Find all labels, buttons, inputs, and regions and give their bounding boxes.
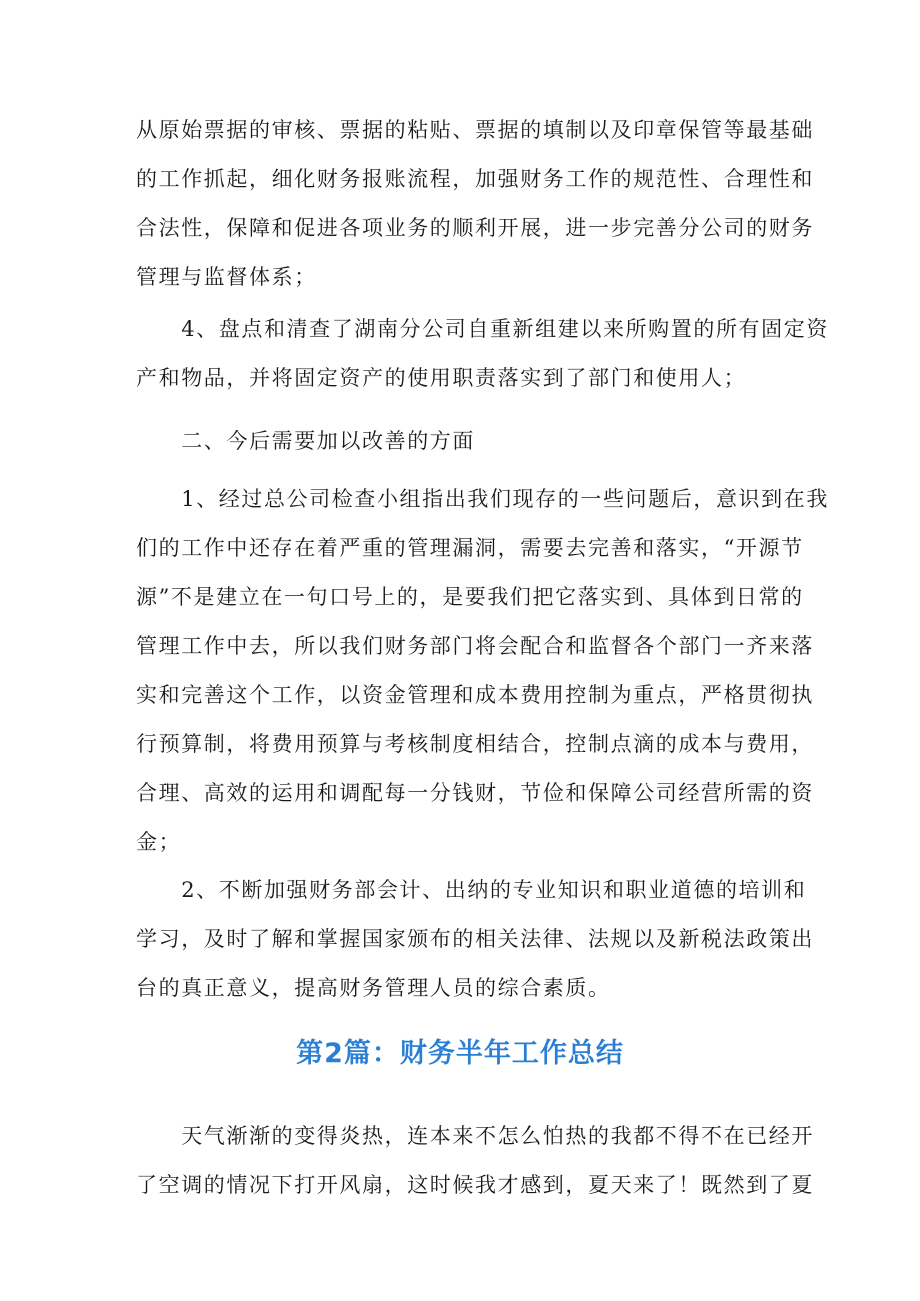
paragraph-3 <box>136 475 829 867</box>
text-line: 天气渐渐的变得炎热，连本来不怎么怕热的我都不得不在已经开 <box>136 1124 814 1148</box>
text-line: 2、不断加强财务部会计、出纳的专业知识和职业道德的培训和 <box>136 878 807 902</box>
paragraph-1 <box>136 106 814 302</box>
text-line: 的工作抓起，细化财务报账流程，加强财务工作的规范性、合理性和 <box>136 167 814 191</box>
section-heading-improvements <box>136 417 786 466</box>
text-line: 行预算制，将费用预算与考核制度相结合，控制点滴的成本与费用， <box>136 732 814 756</box>
section-title: 第2篇：财务半年工作总结 <box>296 1038 624 1069</box>
text-line: 产和物品，并将固定资产的使用职责落实到了部门和使用人； <box>136 366 747 390</box>
paragraph-2 <box>136 305 829 403</box>
text-line: 们的工作中还存在着严重的管理漏洞，需要去完善和落实，“开源节 <box>136 536 804 560</box>
text-line: 了空调的情况下打开风扇，这时候我才感到，夏天来了！既然到了夏 <box>136 1173 814 1197</box>
text-line: 金； <box>136 830 182 854</box>
text-line: 1、经过总公司检查小组指出我们现存的一些问题后，意识到在我 <box>136 487 829 511</box>
text-line: 台的真正意义，提高财务管理人员的综合素质。 <box>136 976 611 1000</box>
paragraph-4 <box>136 866 814 1013</box>
text-line: 管理工作中去，所以我们财务部门将会配合和监督各个部门一齐来落 <box>136 634 814 658</box>
paragraph-5 <box>136 1112 814 1210</box>
text-line: 二、今后需要加以改善的方面 <box>136 429 475 453</box>
text-line: 源”不是建立在一句口号上的，是要我们把它落实到、具体到日常的 <box>136 585 804 609</box>
text-line: 合理、高效的运用和调配每一分钱财，节俭和保障公司经营所需的资 <box>136 781 814 805</box>
text-line: 管理与监督体系； <box>136 265 317 289</box>
text-line: 4、盘点和清查了湖南分公司自重新组建以来所购置的所有固定资 <box>136 317 829 341</box>
text-line: 学习，及时了解和掌握国家颁布的相关法律、法规以及新税法政策出 <box>136 927 814 951</box>
text-line: 合法性，保障和促进各项业务的顺利开展，进一步完善分公司的财务 <box>136 216 814 240</box>
text-line: 从原始票据的审核、票据的粘贴、票据的填制以及印章保管等最基础 <box>136 118 814 142</box>
text-line: 实和完善这个工作，以资金管理和成本费用控制为重点，严格贯彻执 <box>136 683 814 707</box>
